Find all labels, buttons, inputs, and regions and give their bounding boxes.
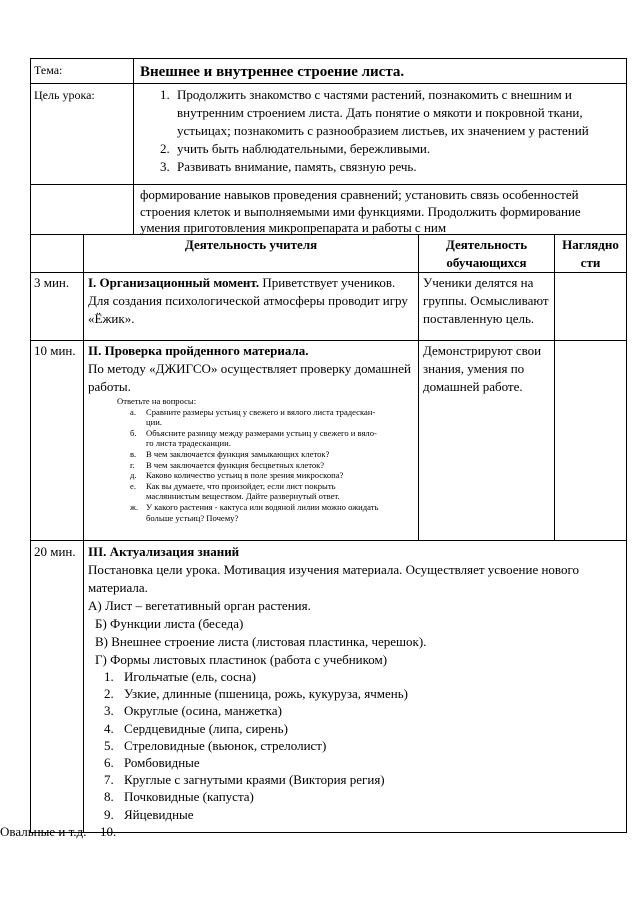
row-teacher-line: А) Лист – вегетативный орган растения. xyxy=(88,598,311,613)
row-time: 10 мин. xyxy=(34,343,76,358)
question-line: Сравните размеры устьиц у свежего и вялого листа традескан- xyxy=(146,406,376,417)
row-students-line: Демонстрируют свои xyxy=(423,343,542,358)
table-rule xyxy=(83,234,84,833)
section-heading-rest: Приветствует учеников. xyxy=(259,275,396,290)
question-line: ции. xyxy=(146,417,162,428)
header-teacher: Деятельность учителя xyxy=(184,237,318,252)
row-teacher-line: Б) Функции листа (беседа) xyxy=(95,616,244,631)
question-line: Каково количество устьиц в поле зрения микроскопа? xyxy=(146,470,344,481)
question-letter: д. xyxy=(130,470,137,481)
question-line: В чем заключается функция бесцветных клеток? xyxy=(146,459,325,470)
goal-item-number: 2. xyxy=(160,141,170,156)
table-rule xyxy=(30,340,627,341)
goal-item-line: Развивать внимание, память, связную речь. xyxy=(177,159,417,174)
goal-item-number: 3. xyxy=(160,159,170,174)
row-students-line: знания, умения по xyxy=(423,361,525,376)
table-border-right xyxy=(626,58,627,833)
question-line: В чем заключается функция замыкающих клеток? xyxy=(146,449,330,459)
header-visual-line: Нагляднo xyxy=(562,237,619,252)
list-item: Овальные и т.д. xyxy=(0,823,87,839)
question-letter: ж. xyxy=(130,502,139,512)
row-teacher-line: Г) Формы листовых пластинок (работа с учебником) xyxy=(95,652,388,667)
list-item-number: 1. xyxy=(104,669,114,684)
table-rule xyxy=(554,234,555,541)
question-line: го листа традесканции. xyxy=(146,438,231,449)
table-rule xyxy=(133,58,134,235)
goal-item-line: внутренним строением листа. Дать понятие о мякоти и покровной ткани, xyxy=(177,105,583,120)
row-teacher-line: материала. xyxy=(88,580,148,595)
question-letter: б. xyxy=(130,427,137,438)
list-item: Ромбовидные xyxy=(124,755,200,770)
row-teacher-line: «Ёжик». xyxy=(88,311,135,326)
row-students-line: домашней работе. xyxy=(423,379,523,394)
list-item-number: 7. xyxy=(104,772,114,788)
list-item: Стреловидные (вьюнок, стрелолист) xyxy=(124,737,327,753)
row-teacher-line: По методу «ДЖИГСО» осуществляет проверку домашней xyxy=(88,361,411,376)
list-item: Узкие, длинные (пшеница, рожь, кукуруза, ячмень) xyxy=(124,686,408,702)
header-students-line: обучающихся xyxy=(446,255,527,270)
section-heading: II. Проверка пройденного материала. xyxy=(88,343,309,358)
list-item-number: 6. xyxy=(104,755,114,770)
goal-item-line: устьицах; познакомить с разнообразием листьев, их значением у растений xyxy=(177,123,589,138)
section-heading: I. Организационный момент. xyxy=(88,275,260,290)
extra-line: умения приготовления микропрепарата и работы с ним xyxy=(140,220,447,235)
question-letter: г. xyxy=(130,459,135,470)
goal-label: Цель урока: xyxy=(34,88,95,102)
row-teacher-line: В) Внешнее строение листа (листовая пластинка, черешок). xyxy=(95,634,427,649)
row-time: 20 мин. xyxy=(34,544,76,559)
table-rule xyxy=(30,272,627,273)
extra-line: формирование навыков проведения сравнений; установить связь особенностей xyxy=(140,187,579,202)
row-teacher-title xyxy=(88,274,395,292)
table-rule xyxy=(30,540,627,541)
question-line: Как вы думаете, что произойдет, если лист покрыть xyxy=(146,480,336,491)
list-item: Игольчатые (ель, сосна) xyxy=(124,669,256,684)
question-letter: е. xyxy=(130,480,136,491)
goal-item-number: 1. xyxy=(160,87,170,102)
list-item: Почковидные (капуста) xyxy=(124,789,254,805)
list-item: Яйцевидные xyxy=(124,806,194,822)
row-students-line: поставленную цель. xyxy=(423,311,535,326)
goal-item-line: учить быть наблюдательными, бережливыми. xyxy=(177,141,431,156)
question-line: масляннистым веществом. Дайте развернутый ответ. xyxy=(146,491,340,502)
questions-title: Ответьте на вопросы: xyxy=(117,396,197,406)
table-border-left xyxy=(30,58,31,833)
extra-line: строения клеток и выполняемыми ими функциями. Продолжить формирование xyxy=(140,204,581,219)
list-item: Круглые с загнутыми краями (Виктория регия) xyxy=(124,772,385,788)
topic-label: Тема: xyxy=(34,63,63,77)
table-rule xyxy=(30,184,627,185)
list-item-number: 8. xyxy=(104,789,114,805)
list-item-number: 5. xyxy=(104,737,114,753)
header-visual-line: сти xyxy=(580,255,601,270)
list-item-number: 4. xyxy=(104,720,114,736)
row-students-line: группы. Осмысливают xyxy=(423,293,549,308)
list-item: Сердцевидные (липа, сирень) xyxy=(124,720,288,736)
table-rule xyxy=(30,83,627,84)
table-rule xyxy=(418,234,419,541)
list-item-number: 2. xyxy=(104,686,114,702)
row-teacher-line: работы. xyxy=(88,379,131,394)
row-teacher-line: Постановка цели урока. Мотивация изучения материала. Осуществляет усвоение нового xyxy=(88,562,579,577)
header-students-line: Деятельность xyxy=(445,237,528,252)
row-time: 3 мин. xyxy=(34,275,70,290)
row-teacher-line: Для создания психологической атмосферы проводит игру xyxy=(88,293,408,308)
topic-value: Внешнее и внутреннее строение листа. xyxy=(140,64,405,80)
question-letter: а. xyxy=(130,406,136,417)
list-item-number: 9. xyxy=(104,806,114,822)
goal-item-line: Продолжить знакомство с частями растений, познакомить с внешним и xyxy=(177,87,572,102)
list-item-number: 3. xyxy=(104,703,114,719)
question-line: Объясните разницу между размерами устьиц у свежего и вяло- xyxy=(146,427,377,438)
question-letter: в. xyxy=(130,449,137,459)
table-border-top xyxy=(30,58,627,59)
table-border-bottom xyxy=(30,832,627,833)
row-students-line: Ученики делятся на xyxy=(423,275,534,290)
question-line: У какого растения - кактуса или водяной лилии можно ожидать xyxy=(146,502,379,512)
question-line: больше устьиц? Почему? xyxy=(146,512,239,523)
list-item: Округлые (осина, манжетка) xyxy=(124,703,282,719)
list-item-number: 10. xyxy=(100,823,117,839)
section-heading: III. Актуализация знаний xyxy=(88,544,240,559)
